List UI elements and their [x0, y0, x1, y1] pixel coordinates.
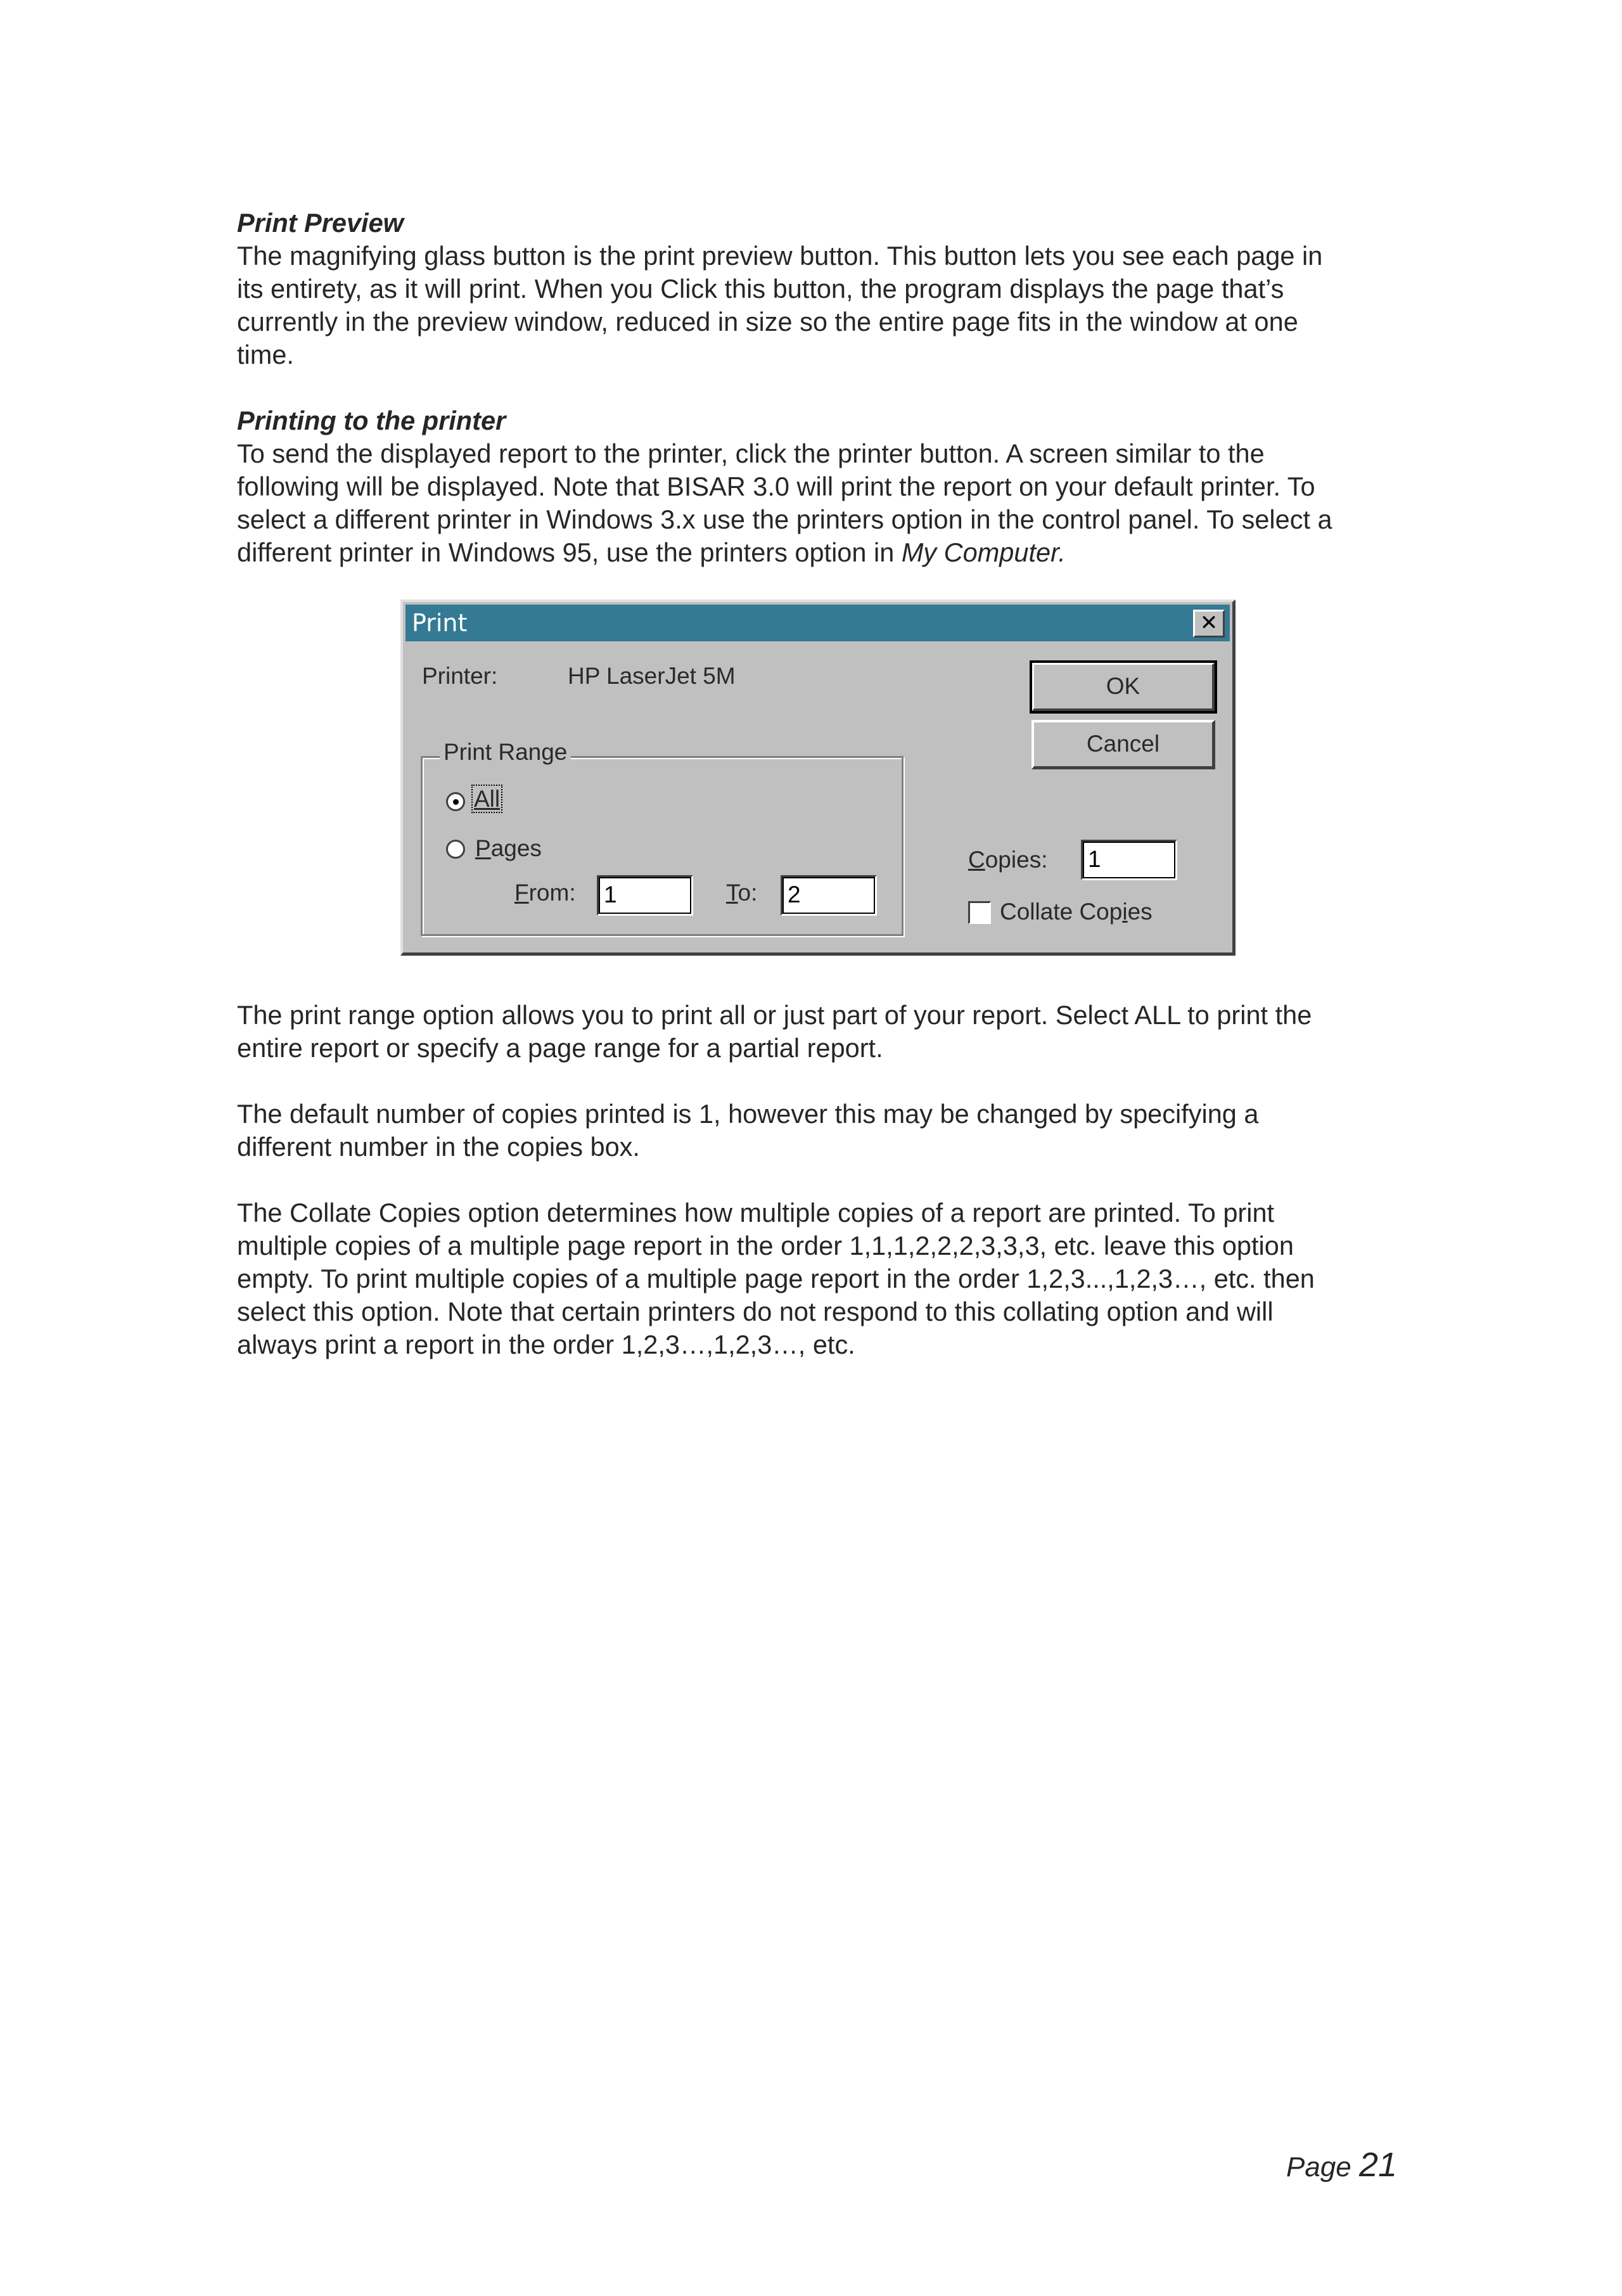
body-line: The magnifying glass button is the print preview button. This button lets you see each page in: [237, 241, 1323, 271]
dialog-title: Print: [412, 609, 468, 637]
print-range-paragraph: [237, 999, 1390, 1065]
body-line: different number in the copies box.: [237, 1132, 640, 1162]
printing-section: [237, 404, 1390, 569]
radio-pages-label[interactable]: [475, 835, 542, 862]
close-icon: ✕: [1199, 610, 1218, 636]
ok-button[interactable]: [1031, 662, 1215, 712]
radio-pages[interactable]: [446, 840, 465, 859]
body-line: To send the displayed report to the printer, click the printer button. A screen similar to the: [237, 439, 1265, 468]
copies-mnemonic: C: [968, 847, 985, 873]
body-line: time.: [237, 340, 294, 369]
pages-text: ages: [490, 835, 542, 861]
page-number-value: 21: [1359, 2146, 1398, 2184]
collate-text-b: es: [1127, 899, 1153, 925]
cancel-button[interactable]: [1031, 720, 1215, 769]
to-mnemonic: T: [726, 880, 738, 906]
from-label: [514, 880, 576, 906]
cancel-button-label: Cancel: [1086, 731, 1160, 757]
body-line: always print a report in the order 1,2,3…,1,2,3…, etc.: [237, 1330, 855, 1359]
collate-checkbox[interactable]: [968, 901, 991, 924]
body-line: select a different printer in Windows 3.x use the printers option in the control panel. To select a: [237, 504, 1332, 534]
print-preview-section: [237, 207, 1390, 371]
body-line: The Collate Copies option determines how multiple copies of a report are printed. To print: [237, 1198, 1275, 1228]
all-text: All: [471, 785, 502, 813]
to-input[interactable]: 2: [781, 875, 877, 916]
print-preview-heading: Print Preview: [237, 208, 404, 238]
copies-paragraph: [237, 1098, 1390, 1164]
body-line: currently in the preview window, reduced in size so the entire page fits in the window at one: [237, 307, 1298, 337]
dialog-titlebar: [406, 605, 1230, 641]
copies-input[interactable]: 1: [1081, 840, 1177, 880]
collate-mnemonic: i: [1122, 899, 1128, 925]
body-line: its entirety, as it will print. When you Click this button, the program displays the page that’s: [237, 274, 1284, 304]
radio-all-label[interactable]: [471, 786, 502, 812]
body-line: The print range option allows you to print all or just part of your report. Select ALL to print the: [237, 1000, 1312, 1030]
to-text: o:: [738, 880, 758, 906]
page-number: [1286, 2145, 1397, 2184]
close-button[interactable]: [1193, 610, 1225, 638]
body-line: multiple copies of a multiple page report in the order 1,1,1,2,2,2,3,3,3, etc. leave this option: [237, 1231, 1294, 1260]
page-word: Page: [1286, 2152, 1351, 2183]
copies-label: [968, 847, 1047, 873]
body-line: empty. To print multiple copies of a multiple page report in the order 1,2,3...,1,2,3…, etc. then: [237, 1264, 1315, 1293]
printer-label: Printer:: [422, 663, 498, 689]
body-line: select this option. Note that certain printers do not respond to this collating option and will: [237, 1297, 1274, 1326]
copies-text: opies:: [985, 847, 1048, 873]
from-mnemonic: F: [514, 880, 529, 906]
body-line: entire report or specify a page range for a partial report.: [237, 1033, 883, 1063]
ok-button-label: OK: [1106, 673, 1140, 699]
collate-label[interactable]: [1000, 899, 1153, 925]
printer-value: HP LaserJet 5M: [568, 663, 736, 689]
from-input[interactable]: 1: [597, 875, 693, 916]
pages-mnemonic: P: [475, 835, 491, 861]
to-label: [726, 880, 757, 906]
collate-text-a: Collate Cop: [1000, 899, 1123, 925]
printing-heading: Printing to the printer: [237, 406, 506, 435]
my-computer-text: My Computer.: [901, 537, 1066, 567]
from-text: rom:: [528, 880, 576, 906]
body-line: following will be displayed. Note that BISAR 3.0 will print the report on your default printer. To: [237, 471, 1315, 501]
print-range-label: Print Range: [440, 739, 571, 766]
body-line-last: [237, 536, 1390, 569]
collate-paragraph: [237, 1196, 1390, 1361]
body-line: The default number of copies printed is 1, however this may be changed by specifying a: [237, 1099, 1259, 1129]
body-line-prefix: different printer in Windows 95, use the printers option in: [237, 537, 902, 567]
radio-all[interactable]: [446, 792, 465, 811]
